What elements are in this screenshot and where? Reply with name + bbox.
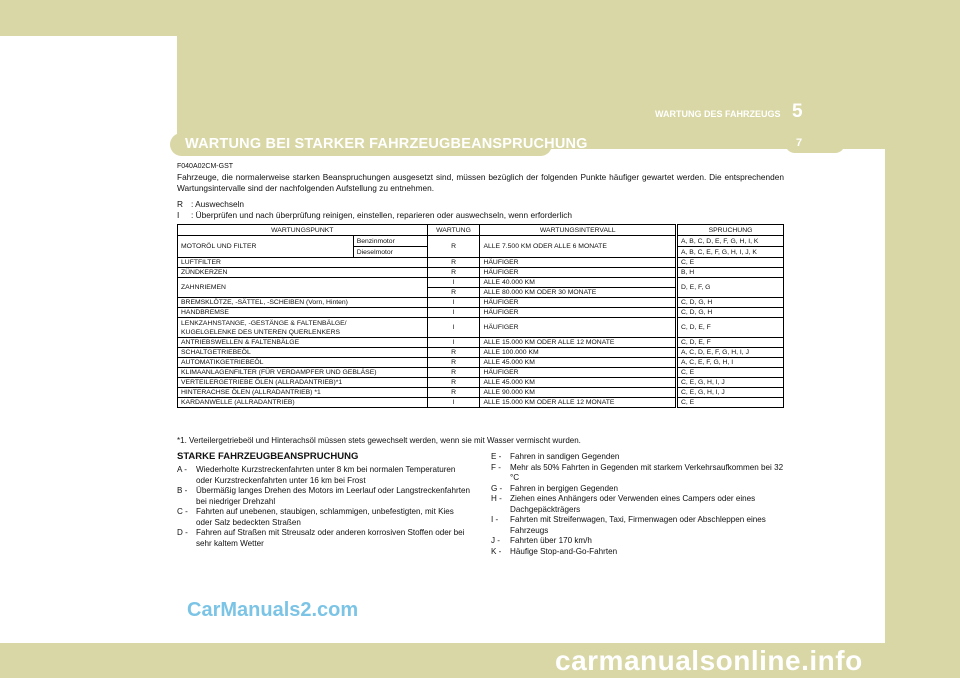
condition-text: Fahrten über 170 km/h: [510, 536, 592, 545]
motor-sub-petrol: Benzinmotor: [353, 236, 427, 247]
row-action: I: [427, 318, 480, 338]
load-cell: C, E, G, H, I, J: [678, 378, 784, 388]
condition-key: K -: [491, 546, 502, 556]
side-band: [885, 36, 960, 678]
row-interval: HÄUFIGER: [480, 298, 676, 308]
condition-key: J -: [491, 536, 500, 545]
conditions-title: STARKE FAHRZEUGBEANSPRUCHUNG: [177, 451, 359, 462]
row-interval: ALLE 40.000 KM: [480, 278, 676, 288]
row-interval: ALLE 90.000 KM: [480, 388, 676, 398]
motor-interval: ALLE 7.500 KM ODER ALLE 6 MONATE: [480, 236, 676, 258]
load-cell: C, E: [678, 398, 784, 408]
condition-item: [491, 463, 785, 484]
load-cell: A, B, C, E, F, G, H, I, J, K: [678, 247, 784, 258]
row-point: SCHALTGETRIEBEÖL: [178, 348, 428, 358]
load-cell: C, E, G, H, I, J: [678, 388, 784, 398]
condition-text: Häufige Stop-and-Go-Fahrten: [510, 546, 618, 556]
header-load: SPRUCHUNG: [678, 225, 784, 236]
header-interval: WARTUNGSINTERVALL: [480, 225, 676, 236]
page-number-pill: [785, 133, 845, 153]
motor-action: R: [427, 236, 480, 258]
condition-text: Ziehen eines Anhängers oder Verwenden eines Campers oder eines Dachgepäckträgers: [510, 494, 756, 514]
motor-oil-label: MOTORÖL UND FILTER: [178, 236, 354, 258]
row-point: LUFTFILTER: [178, 258, 428, 268]
condition-text: Fahrten mit Streifenwagen, Taxi, Firmenwagen oder Abschleppen eines Fahrzeugs: [510, 515, 766, 535]
header-action: WARTUNG: [427, 225, 480, 236]
load-cell: C, E: [678, 368, 784, 378]
load-cell: C, D, G, H: [678, 308, 784, 318]
load-cell: A, B, C, D, E, F, G, H, I, K: [678, 236, 784, 247]
top-band: [0, 0, 960, 36]
condition-item: [177, 486, 470, 507]
condition-item: [177, 507, 470, 528]
watermark-site[interactable]: carmanualsonline.info: [555, 645, 863, 676]
load-cell: C, E: [678, 258, 784, 268]
condition-key: I -: [491, 515, 499, 524]
row-action: R: [427, 368, 480, 378]
condition-text: Mehr als 50% Fahrten in Gegenden mit starkem Verkehrsaufkommen bei 32 °C: [510, 462, 784, 482]
maintenance-table: [177, 224, 676, 408]
row-interval: ALLE 45.000 KM: [480, 358, 676, 368]
watermark-logo[interactable]: CarManuals2.com: [187, 599, 359, 621]
load-cell: B, H: [678, 268, 784, 278]
condition-key: D -: [177, 528, 188, 537]
condition-key: A -: [177, 465, 187, 474]
row-action: R: [427, 268, 480, 278]
row-action: I: [427, 338, 480, 348]
load-cell: C, D, E, F: [678, 338, 784, 348]
load-cell: D, E, F, G: [678, 278, 784, 298]
condition-item: [491, 484, 785, 495]
legend-item: [177, 199, 244, 209]
row-interval: ALLE 15.000 KM ODER ALLE 12 MONATE: [480, 398, 676, 408]
load-cell: C, D, E, F: [678, 318, 784, 338]
chapter-label: WARTUNG DES FAHRZEUGS: [655, 109, 781, 119]
page-number: 7: [796, 137, 803, 149]
condition-item: [491, 547, 785, 558]
legend-key: R: [177, 199, 183, 209]
legend-text: : Überprüfen und nach überprüfung reinigen, einstellen, reparieren oder auswechseln, wenn erforderlich: [191, 210, 572, 220]
condition-text: Fahren auf Straßen mit Streusalz oder anderen korrosiven Stoffen oder bei sehr kaltem Wetter: [196, 528, 465, 548]
condition-item: [491, 536, 785, 547]
condition-item: [491, 515, 785, 536]
condition-key: G -: [491, 483, 503, 493]
row-point: HINTERACHSE ÖLEN (ALLRADANTRIEB) *1: [178, 388, 428, 398]
condition-key: H -: [491, 494, 502, 503]
row-interval: HÄUFIGER: [480, 308, 676, 318]
row-action: I: [427, 298, 480, 308]
row-interval: ALLE 100.000 KM: [480, 348, 676, 358]
row-interval: HÄUFIGER: [480, 368, 676, 378]
condition-key: B -: [177, 486, 188, 495]
row-point: [178, 318, 428, 338]
condition-item: [491, 494, 785, 515]
row-interval: HÄUFIGER: [480, 268, 676, 278]
row-interval: HÄUFIGER: [480, 318, 676, 338]
row-action: R: [427, 388, 480, 398]
footnote: *1. Verteilergetriebeöl und Hinterachsöl müssen stets gewechselt werden, wenn sie mit Wasser vermischt wurden.: [177, 436, 581, 445]
condition-text: Fahrten auf unebenen, staubigen, schlammigen, unbefestigten, mit Kies oder Salz bedeckten Straßen: [196, 507, 454, 527]
row-point: KLIMAANLAGENFILTER (FÜR VERDAMPFER UND GEBLÄSE): [178, 368, 428, 378]
row-action: R: [427, 258, 480, 268]
load-cell: A, C, D, E, F, G, H, I, J: [678, 348, 784, 358]
doc-code: F040A02CM-GST: [177, 163, 234, 170]
row-point-line: KUGELGELENKE DES UNTEREN QUERLENKERS: [181, 328, 341, 336]
conditions-list-right: [491, 452, 785, 557]
row-point: ZAHNRIEMEN: [178, 278, 428, 298]
row-action: R: [427, 348, 480, 358]
condition-key: E -: [491, 452, 502, 461]
row-point: ZÜNDKERZEN: [178, 268, 428, 278]
condition-item: [177, 465, 470, 486]
row-interval: ALLE 80.000 KM ODER 30 MONATE: [480, 288, 676, 298]
condition-text: Wiederholte Kurzstreckenfahrten unter 8 km bei normalen Temperaturen oder Kurzstreckenfahrten unter 16 km bei Frost: [196, 465, 456, 485]
chapter-number: 5: [792, 101, 803, 122]
row-action: R: [427, 288, 480, 298]
condition-text: Übermäßig langes Drehen des Motors im Leerlauf oder Langstreckenfahrten bei niedriger Drehzahl: [196, 486, 470, 506]
row-action: R: [427, 358, 480, 368]
row-action: I: [427, 278, 480, 288]
row-point: HANDBREMSE: [178, 308, 428, 318]
load-cell: C, D, G, H: [678, 298, 784, 308]
motor-sub-diesel: Dieselmotor: [353, 247, 427, 258]
section-title: WARTUNG BEI STARKER FAHRZEUGBEANSPRUCHUNG: [185, 136, 588, 152]
row-point: ANTRIEBSWELLEN & FALTENBÄLGE: [178, 338, 428, 348]
condition-key: C -: [177, 507, 188, 516]
load-table: [677, 224, 784, 408]
condition-item: [491, 452, 785, 463]
row-point: KARDANWELLE (ALLRADANTRIEB): [178, 398, 428, 408]
condition-text: Fahren in bergigen Gegenden: [510, 483, 618, 493]
row-interval: HÄUFIGER: [480, 258, 676, 268]
load-cell: A, C, E, F, G, H, I: [678, 358, 784, 368]
row-point-line: LENKZAHNSTANGE, -GESTÄNGE & FALTENBÄLGE/: [181, 319, 347, 327]
row-interval: ALLE 45.000 KM: [480, 378, 676, 388]
legend-text: : Auswechseln: [191, 199, 245, 209]
row-point: BREMSKLÖTZE, -SÄTTEL, -SCHEIBEN (Vorn, Hinten): [178, 298, 428, 308]
legend-item: [177, 210, 572, 220]
intro-paragraph: Fahrzeuge, die normalerweise starken Beanspruchungen ausgesetzt sind, müssen bezüglich der folgenden Punkte häufiger gewartet werden. Die entsprechenden Wartungsintervalle sind der nachfolgenden Aufstellung zu entnehmen.: [177, 172, 784, 193]
row-action: I: [427, 398, 480, 408]
row-point: AUTOMATIKGETRIEBEÖL: [178, 358, 428, 368]
row-point: VERTEILERGETRIEBE ÖLEN (ALLRADANTRIEB)*1: [178, 378, 428, 388]
legend-key: I: [177, 210, 180, 220]
condition-text: Fahren in sandigen Gegenden: [510, 452, 620, 461]
row-interval: ALLE 15.000 KM ODER ALLE 12 MONATE: [480, 338, 676, 348]
condition-key: F -: [491, 462, 501, 472]
row-action: R: [427, 378, 480, 388]
row-action: I: [427, 308, 480, 318]
conditions-list-left: [177, 465, 470, 549]
condition-item: [177, 528, 470, 549]
header-point: WARTUNGSPUNKT: [178, 225, 428, 236]
